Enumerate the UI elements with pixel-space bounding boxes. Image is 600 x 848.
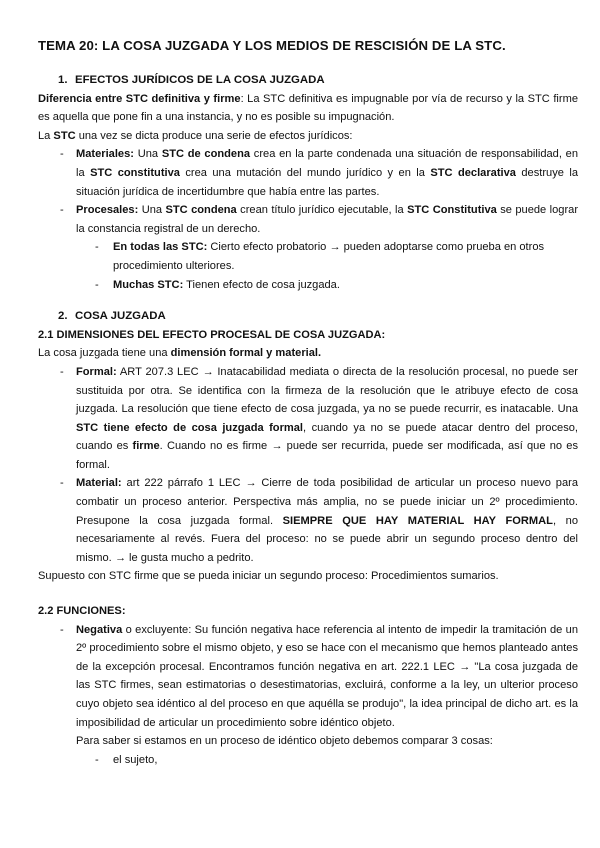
list-item-negativa: - Negativa o excluyente: Su función negativa hace referencia al intento de impedir la tramitación de un 2º procedimiento sobre el mismo objeto, y eso se hace con el mecanismo que hemos planteado antes de la excepción procesal. Encontramos función negativa en art. 222.1 LEC → "La cosa juzgada de las STC firmes, sean estimatorias o desestimatorias, excluirá, conforme a la ley, un ulterior proceso cuyo objeto sea idéntico al del proceso en que aquélla se produjo", la idea principal de dicho art. es la imposibilidad de articular un procedimiento sobre idéntico objeto. [38,621,578,733]
bullet-dash: - [60,365,64,378]
list-item-material: - Material: art 222 párrafo 1 LEC → Cierre de toda posibilidad de articular un proceso nuevo para combatir un proceso anterior. Perspectiva más amplia, no se puede iniciar un 2º procedimiento. Presupone la cosa juzgada formal. SIEMPRE QUE HAY MATERIAL HAY FORMAL, no necesariamente al revés. Fuera del proceso: no se puede abrir un segundo proceso dentro del mismo. → le gusta mucho a pedrito. [38,474,578,567]
section-2-heading [38,307,578,326]
supuesto-paragraph: Supuesto con STC firme que se pueda iniciar un segundo proceso: Procedimientos sumarios. [38,570,499,583]
subsection-2-1-heading: 2.1 DIMENSIONES DEL EFECTO PROCESAL DE COSA JUZGADA: [38,328,386,341]
section-2-number: 2. [58,310,68,323]
section-1-heading [38,71,578,90]
section-1-number: 1. [58,74,68,86]
bullet-dash: - [95,278,99,291]
efectos-intro: La STC una vez se dicta produce una serie de efectos jurídicos: [38,129,353,142]
bullet-dash: - [60,148,64,161]
dimension-paragraph: La cosa juzgada tiene una dimensión formal y material. [38,347,322,360]
document-title: TEMA 20: LA COSA JUZGADA Y LOS MEDIOS DE RESCISIÓN DE LA STC. [38,38,506,53]
list-item-muchas-stc: - Muchas STC: Tienen efecto de cosa juzgada. [38,276,578,295]
section-2-title: COSA JUZGADA [75,310,166,323]
list-item-todas-stc: - En todas las STC: Cierto efecto probatorio → pueden adoptarse como prueba en otros procedimiento ulteriores. [38,238,578,275]
list-item-formal: - Formal: ART 207.3 LEC → Inatacabilidad mediata o directa de la resolución procesal, no puede ser sustituida por otra. Se identifica con la firmeza de la resolución que le atribuye efecto de cosa juzgada. La resolución que tiene efecto de cosa juzgada, ya no se puede recurrir, es inatacable. Una STC tiene efecto de cosa juzgada formal, cuando ya no se puede atacar dentro del proceso, cuando es firme. Cuando no es firme → puede ser recurrida, puede ser modificada, así que no es formal. [38,363,578,475]
bullet-dash: - [95,753,99,766]
bullet-dash: - [95,241,99,254]
list-item-procesales: - Procesales: Una STC condena crean título jurídico ejecutable, la STC Constitutiva se puede lograr la constancia registral de un derecho. [38,201,578,238]
bullet-dash: - [60,623,64,636]
bullet-dash: - [60,204,64,217]
definitiva-firme-term: Diferencia entre STC definitiva y firme [38,92,241,105]
para-saber-paragraph: Para saber si estamos en un proceso de idéntico objeto debemos comparar 3 cosas: [76,735,493,748]
list-item-sujeto: - el sujeto, [38,751,578,770]
subsection-2-2-heading: 2.2 FUNCIONES: [38,605,126,618]
definitiva-firme-paragraph: Diferencia entre STC definitiva y firme: La STC definitiva es impugnable por vía de recurso y la STC firme es aquella que pone fin a una instancia, y no es posible su impugnación. [38,92,578,124]
list-item-materiales: - Materiales: Una STC de condena crea en la parte condenada una situación de responsabilidad, en la STC constitutiva crea una mutación del mundo jurídico y en la STC declarativa destruye la situación jurídica de incertidumbre que había entre las partes. [38,145,578,201]
section-1-title: EFECTOS JURÍDICOS DE LA COSA JUZGADA [75,74,325,86]
bullet-dash: - [60,477,64,490]
